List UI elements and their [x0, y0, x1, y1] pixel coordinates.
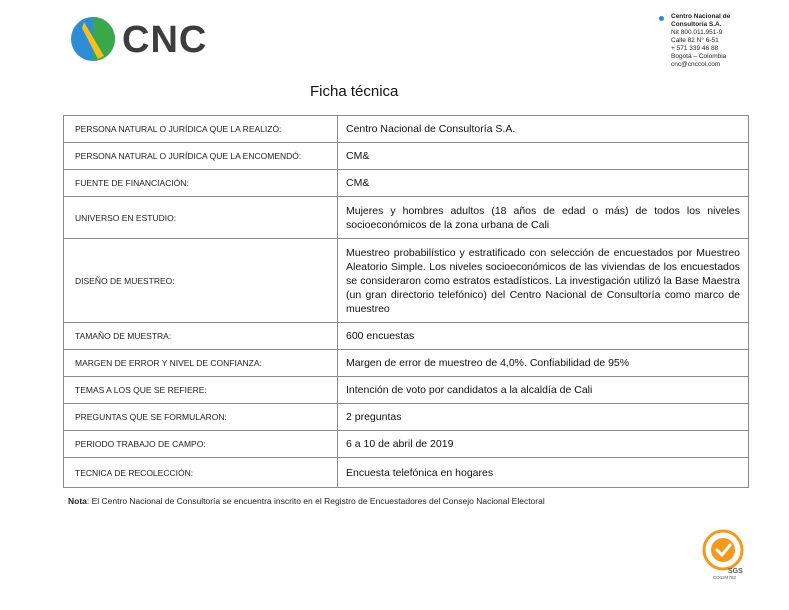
table-row [64, 197, 749, 239]
row-value: 2 preguntas [338, 404, 749, 431]
company-name-line1: Centro Nacional de [671, 13, 731, 20]
row-label: TEMAS A LOS QUE SE REFIERE: [64, 377, 338, 404]
seal-brand: SGS [728, 568, 743, 575]
row-value: Encuesta telefónica en hogares [338, 458, 749, 488]
row-value: 600 encuestas [338, 323, 749, 350]
row-value: Margen de error de muestreo de 4,0%. Confiabilidad de 95% [338, 350, 749, 377]
table-row [64, 239, 749, 323]
table-row [64, 143, 749, 170]
row-label: MARGEN DE ERROR Y NIVEL DE CONFIANZA: [64, 350, 338, 377]
table-row [64, 377, 749, 404]
company-name-line2: Consultoría S.A. [671, 21, 722, 28]
company-phone: + 571 339 46 88 [671, 45, 719, 52]
page-title: Ficha técnica [310, 83, 399, 100]
company-nit: Nit 800.011.951-9 [671, 29, 723, 36]
row-value: CM& [338, 170, 749, 197]
row-label: PREGUNTAS QUE SE FORMULARON: [64, 404, 338, 431]
company-city: Bogotá – Colombia [671, 53, 727, 60]
row-label: DISEÑO DE MUESTREO: [64, 239, 338, 323]
footnote-prefix: Nota [68, 496, 87, 506]
table-row [64, 350, 749, 377]
row-label: TAMAÑO DE MUESTRA: [64, 323, 338, 350]
table-row [64, 170, 749, 197]
row-value: Centro Nacional de Consultoría S.A. [338, 116, 749, 143]
table-row [64, 458, 749, 488]
bullet-icon [659, 16, 664, 21]
row-label: PERSONA NATURAL O JURÍDICA QUE LA ENCOMENDÓ: [64, 143, 338, 170]
row-label: UNIVERSO EN ESTUDIO: [64, 197, 338, 239]
company-address: Calle 82 N° 6-51 [671, 37, 719, 44]
row-label: PERSONA NATURAL O JURÍDICA QUE LA REALIZÓ: [64, 116, 338, 143]
table-row [64, 116, 749, 143]
certification-seal [698, 528, 748, 580]
row-label: PERIODO TRABAJO DE CAMPO: [64, 431, 338, 458]
row-label: TECNICA DE RECOLECCIÓN: [64, 458, 338, 488]
footnote-text: : El Centro Nacional de Consultoría se encuentra inscrito en el Registro de Encuestadores del Consejo Nacional Electoral [86, 496, 545, 506]
row-value: Intención de voto por candidatos a la alcaldía de Cali [338, 377, 749, 404]
sgs-seal-icon [698, 528, 748, 580]
row-value: 6 a 10 de abril de 2019 [338, 431, 749, 458]
seal-code: CO12/4782 [713, 575, 737, 580]
table-row [64, 404, 749, 431]
row-label: FUENTE DE FINANCIACIÓN: [64, 170, 338, 197]
company-email[interactable]: cnc@cnccol.com [671, 61, 721, 68]
row-value: Mujeres y hombres adultos (18 años de edad o más) de todos los niveles socioeconómicos de la zona urbana de Cali [338, 197, 749, 239]
row-value: Muestreo probabilístico y estratificado con selección de encuestados por Muestreo Aleatorio Simple. Los niveles socioeconómicos de las viviendas de los encuestados se consideraron como estratos estadísticos. La investigación utilizó la Base Maestra (un gran directorio telefónico) del Centro Nacional de Consultoría como marco de muestreo [338, 239, 749, 323]
cnc-logo [70, 16, 220, 62]
brand-name: CNC [122, 19, 208, 61]
table-row [64, 323, 749, 350]
technical-sheet-table [63, 115, 749, 488]
table-row [64, 431, 749, 458]
cnc-logo-mark-icon [70, 16, 116, 62]
footnote [68, 496, 545, 506]
row-value: CM& [338, 143, 749, 170]
